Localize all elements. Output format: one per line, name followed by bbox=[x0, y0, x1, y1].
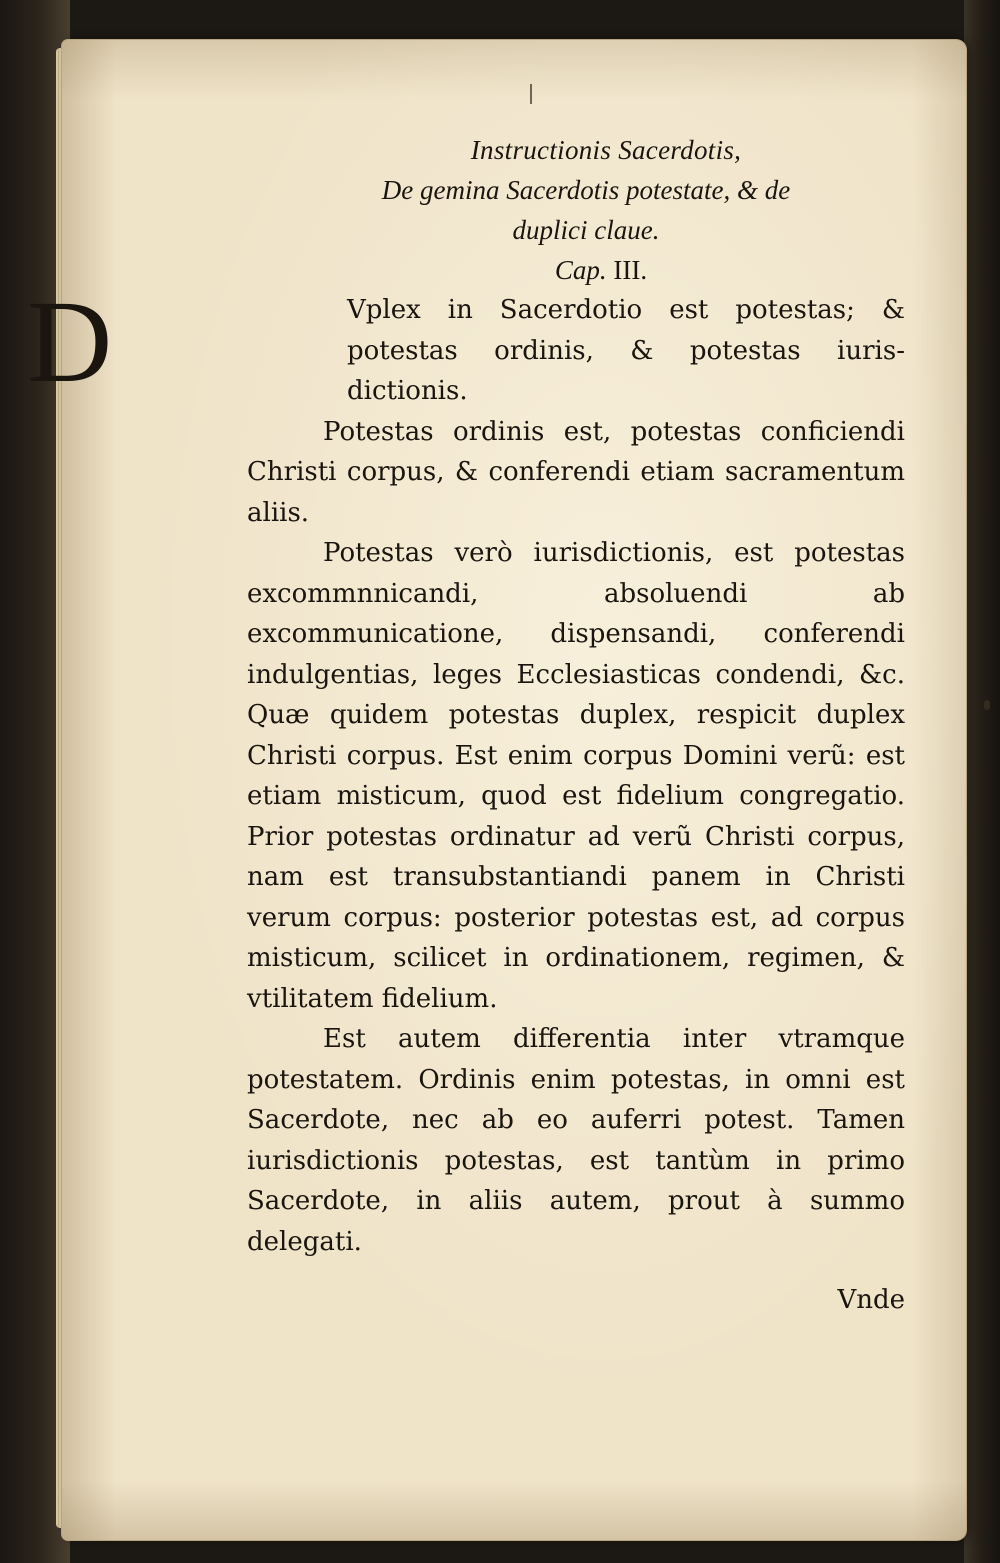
book-cover-edge bbox=[964, 0, 1000, 1563]
paper-speck bbox=[984, 700, 990, 710]
paragraph-1 bbox=[27, 276, 905, 412]
running-head: Instructionis Sacerdotis, bbox=[470, 135, 742, 165]
text-block bbox=[27, 130, 905, 1320]
chapter-title-line2: duplici claue. bbox=[512, 215, 660, 245]
paragraph-4: Est autem differentia inter vtramque potestatem. Ordinis enim potestas, in omni est Sacerdote, nec ab eo auferri potest. Tamen iurisdictionis potestas, est tantùm in primo Sacerdote, in aliis autem, prout à summo delegati. bbox=[247, 1024, 905, 1257]
chapter-number bbox=[297, 250, 905, 290]
catchword: Vnde bbox=[837, 1285, 905, 1315]
chapter-title bbox=[267, 170, 905, 250]
paragraph-3: Potestas verò iurisdictionis, est potestas excommnnicandi, absoluendi ab excommunicatione, dispensandi, conferendi indulgentias, leges Ecclesiasticas condendi, &c. Quæ quidem potestas duplex, respicit duplex Christi corpus. Est enim corpus Domini verũ: est etiam misticum, quod est fidelium congregatio. Prior potestas ordinatur ad verũ Christi corpus, nam est transubstantiandi panem in Christi verum corpus: posterior potestas est, ad corpus misticum, scilicet in ordinationem, regimen, & vtilitatem fidelium. bbox=[247, 538, 905, 1014]
chapter-cap-word: Cap. bbox=[554, 255, 607, 285]
paragraph-2: Potestas ordinis est, potestas conficiendi Christi corpus, & conferendi etiam sacramentum aliis. bbox=[247, 416, 905, 528]
chapter-roman-numeral: III. bbox=[613, 255, 648, 285]
chapter-title-line1: De gemina Sacerdotis potestate, & de bbox=[381, 175, 791, 205]
paragraph-1-text: Vplex in Sacerdotio est potestas; & potestas ordinis, & potestas iuris-dictionis. bbox=[347, 295, 905, 406]
drop-cap: D bbox=[27, 276, 113, 407]
page-mark bbox=[530, 84, 532, 104]
